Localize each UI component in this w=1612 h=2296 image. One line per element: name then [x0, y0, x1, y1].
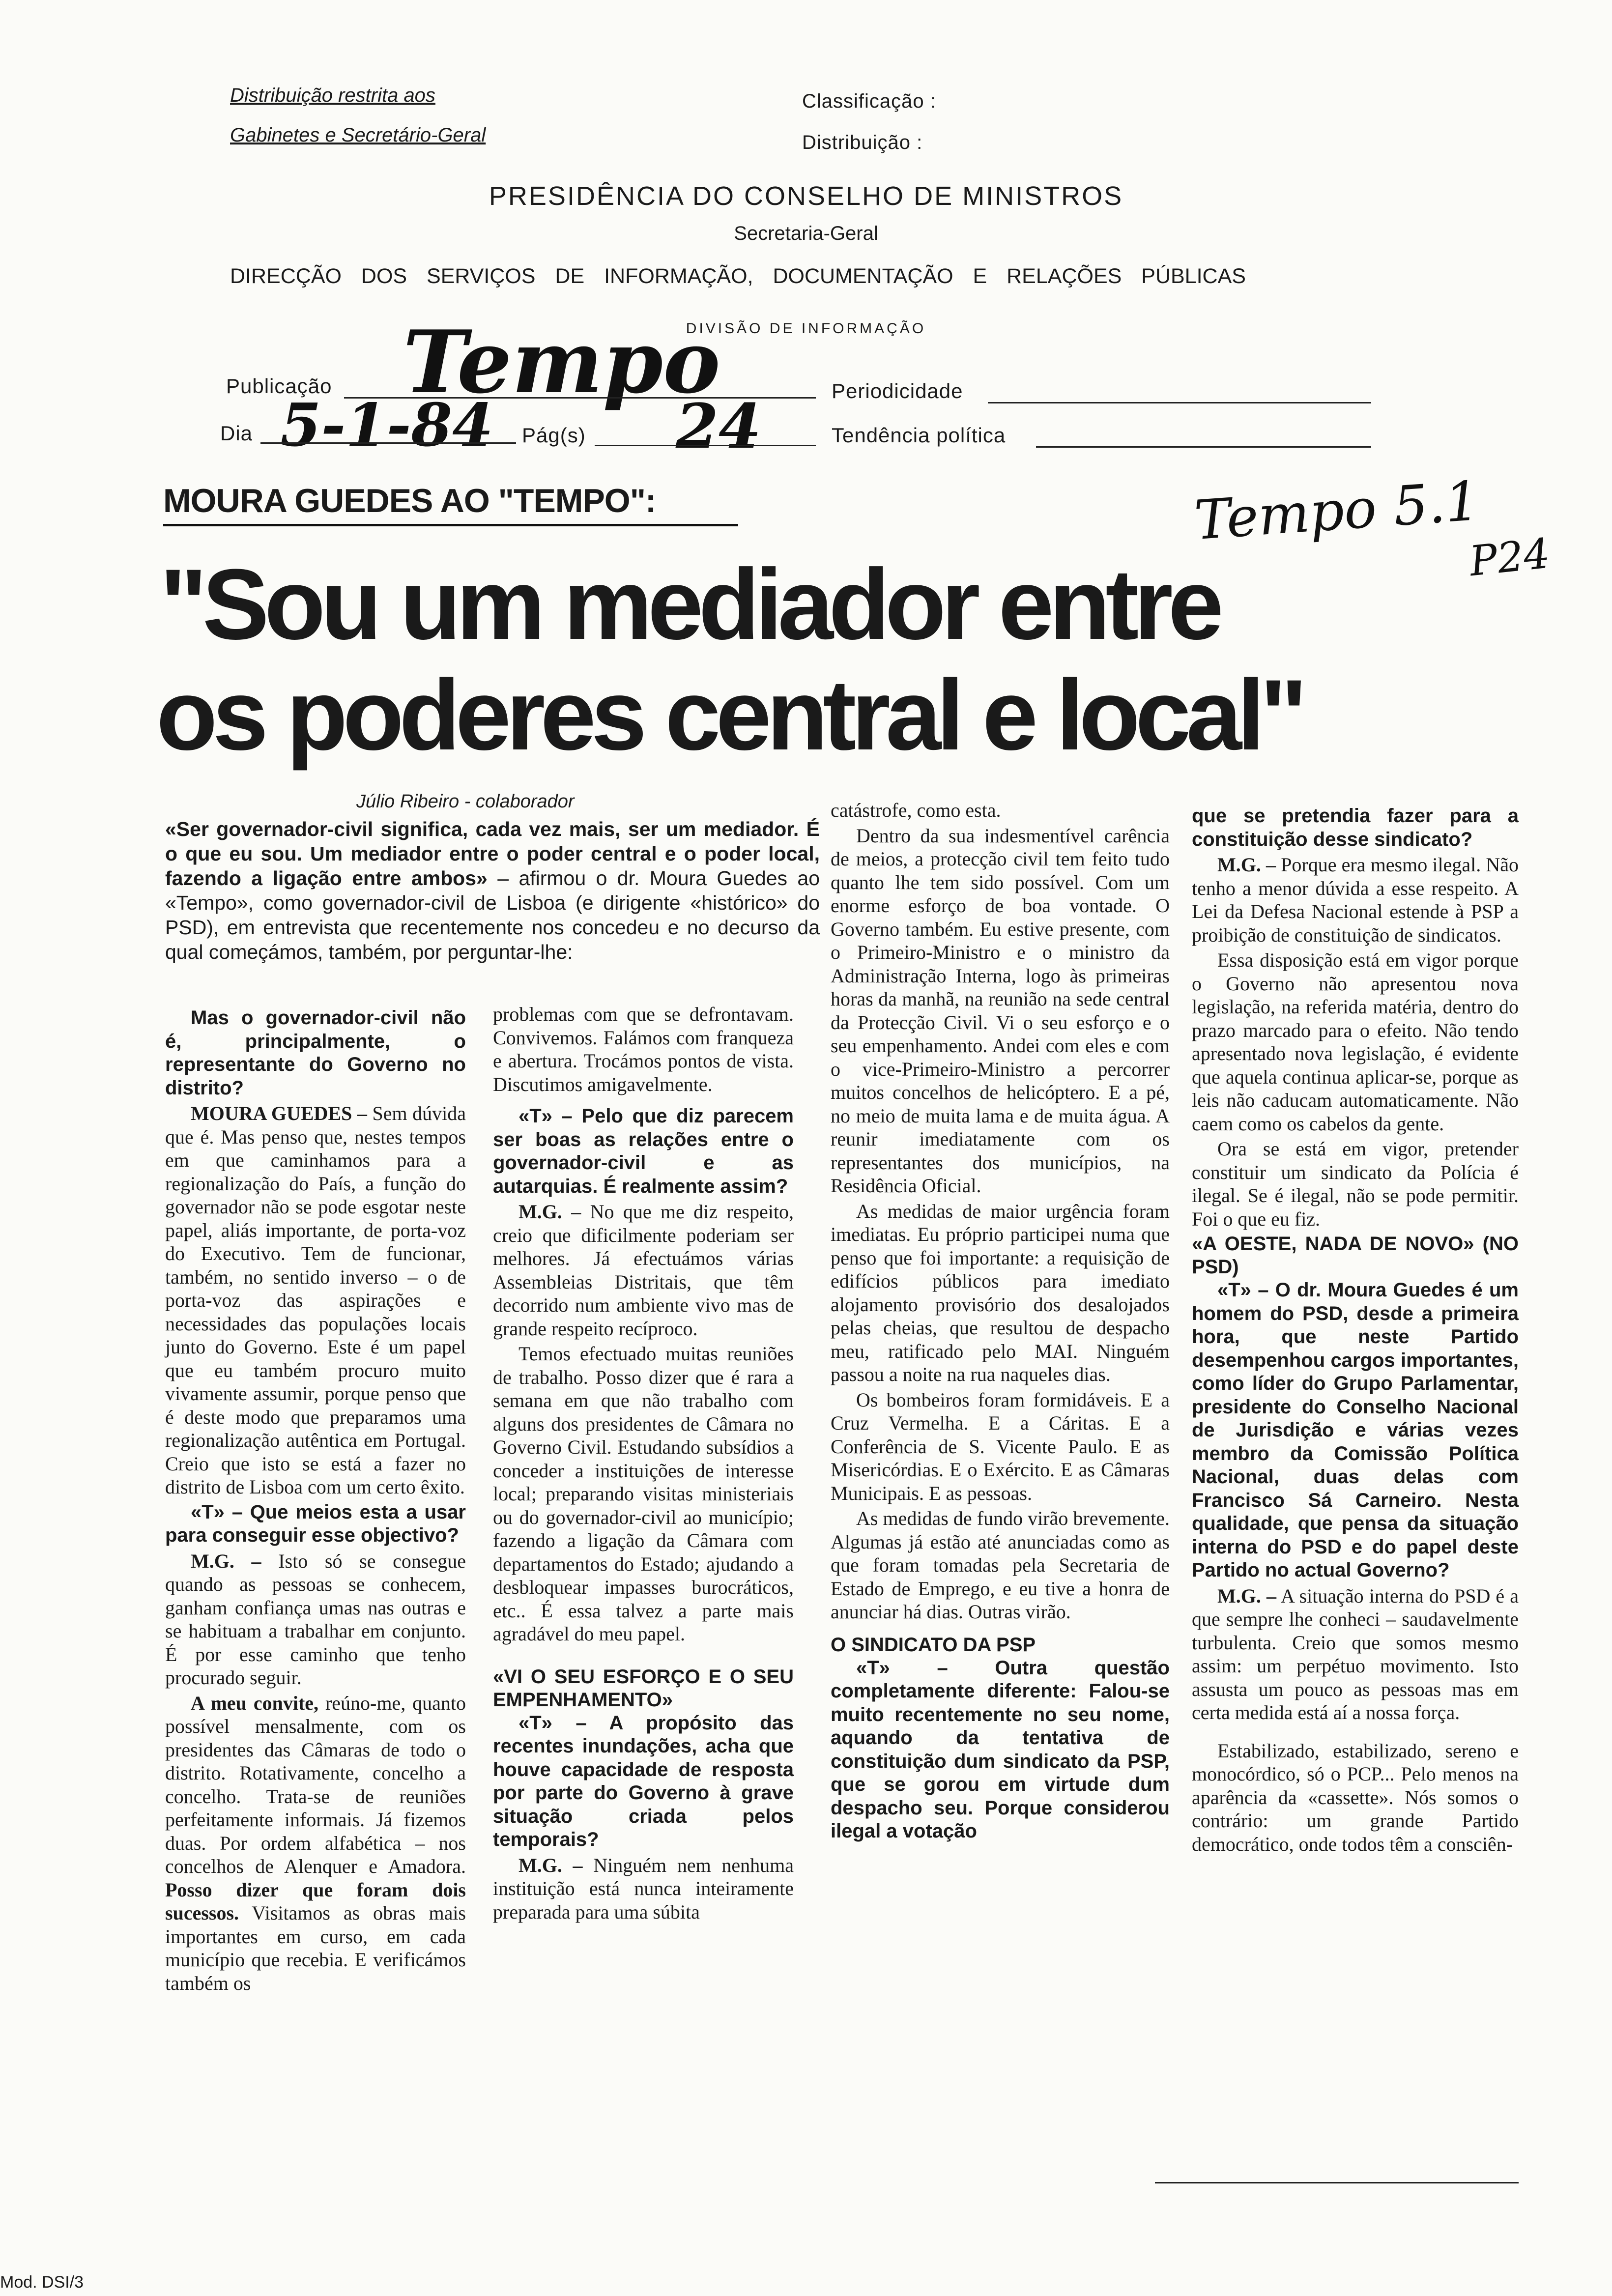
question: «T» – Que meios esta a usar para conseguir esse objectivo?: [165, 1501, 466, 1546]
answer-text: No que me diz respeito, creio que dificilmente poderiam ser melhores. Já efectuámos várias Assembleias Distritais, que têm decorrido num ambiente vivo mas de grande respeito recíproco.: [493, 1201, 794, 1340]
paragraph: Temos efectuado muitas reuniões de trabalho. Posso dizer que é rara a semana em que não trabalho com alguns dos presidentes de Câmara no Governo Civil. Estudando subsídios a conceder a instituições de interesse local; preparando visitas ministeriais ou do governador-civil ao município; fazendo a ligação da Câmara com departamentos do Estado; ajudando a desbloquear impasses burocráticos, etc.. É essa talvez a parte mais agradável do meu papel.: [493, 1343, 794, 1645]
secretaria-label: Secretaria-Geral: [734, 223, 878, 244]
dia-value: 5-1-84: [280, 391, 493, 460]
publicacao-value: Tempo: [403, 312, 720, 413]
footer-rule: [1155, 2182, 1519, 2183]
answer-lead: M.G. –: [1217, 854, 1276, 876]
paragraph: Dentro da sua indesmentível carência de meios, a protecção civil tem feito tudo quanto lhe tem sido possível. Com um enorme esforço de boa vontade. O Governo também. Eu estive presente, com o Primeiro-Ministro e o ministro da Administração Interna, logo às primeiras horas da manhã, na reunião na sede central da Protecção Civil. Vi o seu esforço e o seu empenhamento. Andei com eles e com o vice-Primeiro-Ministro a percorrer muitos concelhos de helicóptero. E a pé, no meio de muita lama e de muita água. A reunir imediatamente com os representantes dos municípios, na Residência Oficial.: [831, 824, 1170, 1197]
periodicidade-label: Periodicidade: [832, 379, 963, 402]
paragraph: As medidas de fundo virão brevemente. Algumas já estão até anunciadas como as que foram tomadas pela Secretaria de Estado de Emprego, e eu tive a honra de anunciar há dias. Outras virão.: [831, 1507, 1170, 1623]
question: «T» – O dr. Moura Guedes é um homem do PSD, desde a primeira hora, que neste Partido desempenhou cargos importantes, como líder do Grupo Parlamentar, presidente do Conselho Nacional de Jurisdição e várias vezes membro da Comissão Política Nacional, duas delas com Francisco Sá Carneiro. Nesta qualidade, que pensa da situação interna do PSD e do papel deste Partido no actual Governo?: [1192, 1279, 1519, 1581]
paragraph: Os bombeiros foram formidáveis. E a Cruz Vermelha. E a Cáritas. E a Conferência de S. Vicente Paulo. E as Misericórdias. E o Exército. E as Câmaras Municipais. E as pessoas.: [831, 1388, 1170, 1504]
column-4: [1192, 804, 1519, 1858]
paragraph-bold: Posso dizer que foram dois sucessos.: [165, 1878, 466, 1924]
article-intro: [165, 817, 820, 964]
question-continued: que se pretendia fazer para a constituição desse sindicato?: [1192, 805, 1519, 850]
headline-line-2: os poderes central e local": [156, 659, 1303, 771]
answer-text: A situação interna do PSD é a que sempre lhe conheci – saudavelmente turbulenta. Creio que somos mesmo assim: um perpétuo movimento. Isto assusta um pouco as pessoas mas em certa medida está aí a nossa força.: [1192, 1584, 1519, 1723]
paragraph: Essa disposição está em vigor porque o Governo não apresentou nova legislação, na referida matéria, dentro do prazo marcado para o efeito. Não tendo apresentado nova legislação, é evidente que aquela continua aplicar-se, porque as leis não caducam automaticamente. Não caem como os cabelos da gente.: [1192, 949, 1519, 1135]
paragraph: problemas com que se defrontavam. Convivemos. Falámos com franqueza e abertura. Trocámos pontos de vista. Discutimos amigavelmente.: [493, 1003, 794, 1095]
pags-line: [595, 445, 816, 446]
direccao-title: DIRECÇÃO DOS SERVIÇOS DE INFORMAÇÃO, DOCUMENTAÇÃO E RELAÇÕES PÚBLICAS: [230, 264, 1246, 288]
dia-label: Dia: [220, 422, 253, 445]
publicacao-label: Publicação: [226, 374, 332, 398]
classificacao-label: Classificação :: [802, 90, 936, 112]
institution-title: PRESIDÊNCIA DO CONSELHO DE MINISTROS: [489, 181, 1123, 211]
margin-page-note: P24: [1467, 529, 1553, 586]
form-code: Mod. DSI/3: [0, 2273, 84, 2292]
question: Mas o governador-civil não é, principalmente, o representante do Governo no distrito?: [165, 1007, 466, 1099]
paragraph: Estabilizado, estabilizado, sereno e monocórdico, só o PCP... Pelo menos na aparência da «cassette». Nós somos o contrário: um grande Partido democrático, onde todos têm a consciên-: [1192, 1739, 1519, 1855]
intro-bold: «Ser governador-civil significa, cada vez mais, ser um mediador. É o que eu sou. Um mediador entre o poder central e o poder local, fazendo a ligação entre ambos»: [165, 818, 820, 890]
answer-lead: M.G. –: [191, 1550, 261, 1572]
subheading: O SINDICATO DA PSP: [831, 1634, 1036, 1656]
periodicidade-line: [988, 402, 1371, 403]
answer-text: Sem dúvida que é. Mas penso que, nestes tempos em que caminhamos para a regionalização do País, a função do governador não se pode esgotar neste papel, aliás importante, de porta-voz do Executivo. Tem de funcionar, também, no sentido inverso – o de porta-voz das aspirações e necessidades das populações locais junto do Governo. Este é um papel que eu também procuro muito vivamente assumir, porque penso que é deste modo que preparamos uma regionalização autêntica em Portugal. Creio que isto se está a fazer no distrito de Lisboa com um certo êxito.: [165, 1102, 466, 1498]
margin-note: Tempo 5.1: [1192, 469, 1482, 552]
question: «T» – A propósito das recentes inundações, acha que houve capacidade de resposta por parte do Governo à grave situação criada pelos temporais?: [493, 1712, 794, 1850]
subheading: «VI O SEU ESFORÇO E O SEU EMPENHAMENTO»: [493, 1665, 794, 1711]
byline: Júlio Ribeiro - colaborador: [356, 791, 575, 812]
answer-lead: M.G. –: [1217, 1584, 1276, 1607]
headline-line-1: "Sou um mediador entre: [160, 548, 1219, 660]
column-3: [831, 799, 1170, 1845]
paragraph: Ora se está em vigor, pretender constituir um sindicato da Polícia é ilegal. Se é ilegal, não se pode permitir. Foi o que eu fiz.: [1192, 1138, 1519, 1230]
answer-lead: M.G. –: [518, 1201, 581, 1223]
column-2: [493, 1003, 794, 1925]
tendencia-line: [1036, 446, 1371, 448]
divisao-label: DIVISÃO DE INFORMAÇÃO: [686, 320, 926, 337]
distribuicao-label: Distribuição :: [802, 132, 923, 153]
answer-text: Ninguém nem nenhuma instituição está nunca inteiramente preparada para uma súbita: [493, 1854, 794, 1923]
paragraph-bold: A meu convite,: [191, 1692, 319, 1714]
pags-value: 24: [676, 391, 761, 462]
dia-line: [260, 442, 516, 444]
answer-text: Isto só se consegue quando as pessoas se conhecem, ganham confiança umas nas outras e se habituam a trabalhar em conjunto. É por esse caminho que tenho procurado seguir.: [165, 1550, 466, 1689]
question: «T» – Outra questão completamente diferente: Falou-se muito recentemente no seu nome, aquando da tentativa de constituição dum sindicato da PSP, que se gorou em virtude dum despacho seu. Porque considerou ilegal a votação: [831, 1657, 1170, 1842]
article-kicker: MOURA GUEDES AO "TEMPO":: [163, 482, 656, 519]
paragraph-text: Visitamos as obras mais importantes em curso, em cada município que recebia. E verificámos também os: [165, 1902, 466, 1994]
paragraph: catástrofe, como esta.: [831, 799, 1001, 821]
tendencia-label: Tendência política: [832, 424, 1006, 447]
intro-text: – afirmou o dr. Moura Guedes ao «Tempo», como governador-civil de Lisboa (e dirigente «histórico» do PSD), em entrevista que recentemente nos concedeu e no decurso da qual começámos, também, por perguntar-lhe:: [165, 867, 820, 963]
question: «T» – Pelo que diz parecem ser boas as relações entre o governador-civil e as autarquias. É realmente assim?: [493, 1105, 794, 1197]
answer-lead: MOURA GUEDES –: [191, 1102, 367, 1124]
column-1: [165, 1006, 466, 1997]
restriction-line-1: Distribuição restrita aos: [230, 85, 435, 106]
answer-text: Porque era mesmo ilegal. Não tenho a menor dúvida a esse respeito. A Lei da Defesa Nacional estende à PSP a proibição de constituição de sindicatos.: [1192, 854, 1519, 946]
restriction-line-2: Gabinetes e Secretário-Geral: [230, 124, 486, 146]
answer-lead: M.G. –: [518, 1854, 583, 1876]
paragraph-text: reúno-me, quanto possível mensalmente, com os presidentes das Câmaras de todo o distrito. Rotativamente, concelho a concelho. Trata-se de reuniões perfeitamente informais. Já fizemos duas. Por ordem alfabética – nos concelhos de Alenquer e Amadora.: [165, 1692, 466, 1877]
subheading: «A OESTE, NADA DE NOVO» (NO PSD): [1192, 1233, 1519, 1278]
pags-label: Pág(s): [522, 424, 586, 447]
paragraph: As medidas de maior urgência foram imediatas. Eu próprio participei numa que penso que foi importante: a requisição de edifícios públicos para imediato alojamento provisório dos desalojados pelas cheias, que resultou de despacho meu, ratificado pelo MAI. Ninguém passou a noite na rua naqueles dias.: [831, 1200, 1170, 1385]
kicker-underline: [163, 524, 738, 526]
